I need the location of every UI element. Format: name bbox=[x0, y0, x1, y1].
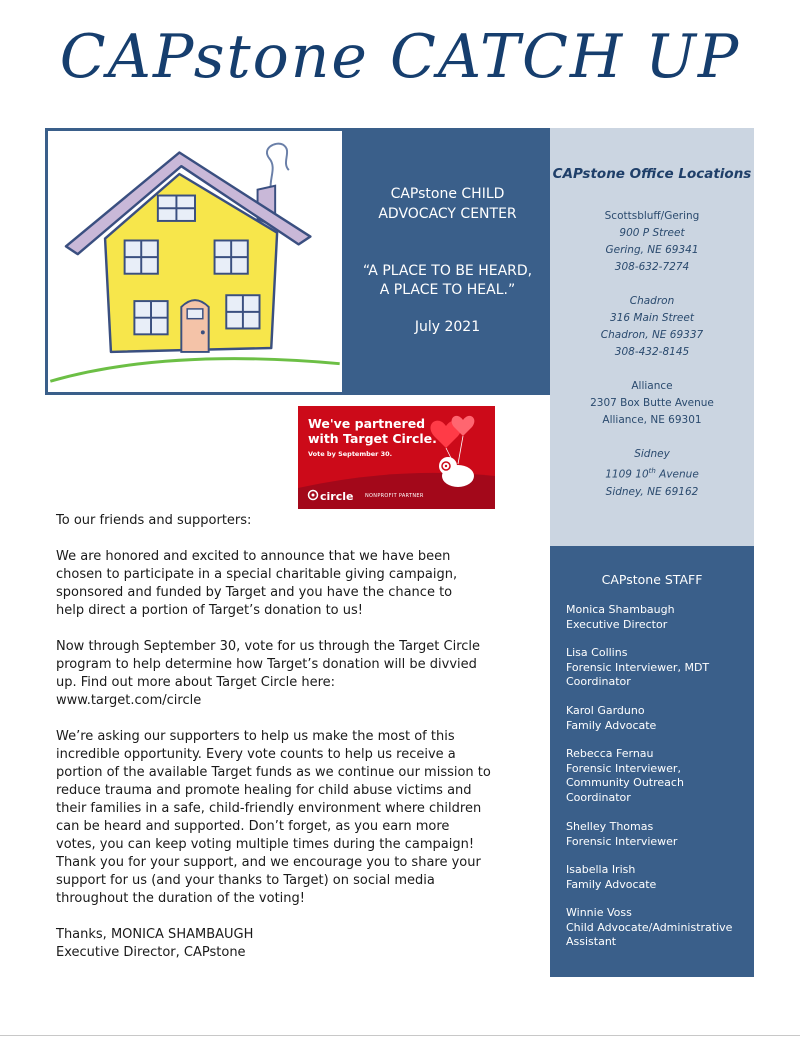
org-banner bbox=[345, 128, 550, 395]
house-drawing bbox=[48, 131, 342, 392]
staff-member: Lisa Collins Forensic Interviewer, MDT Coordinator bbox=[566, 646, 710, 688]
grass-line bbox=[50, 359, 339, 382]
house-illustration bbox=[45, 128, 345, 395]
org-name: CAPstone CHILD ADVOCACY CENTER bbox=[378, 186, 517, 222]
staff-member: Monica Shambaugh Executive Director bbox=[566, 603, 675, 631]
staff-panel bbox=[550, 546, 754, 977]
locations-title: CAPstone Office Locations bbox=[552, 166, 752, 182]
office-scottsbluff: Scottsbluff/Gering 900 P Street Gering, NE 69341 308-632-7274 bbox=[604, 210, 700, 273]
letter-paragraph-1: We are honored and excited to announce that we have been chosen to participate in a special charitable giving campaign, sponsored and funded by Target and you have the chance to help direct a portion of Target’s donation to us! bbox=[56, 549, 458, 618]
letter-body bbox=[56, 512, 526, 962]
staff-member: Shelley Thomas Forensic Interviewer bbox=[566, 820, 678, 848]
office-locations bbox=[550, 128, 754, 546]
issue-date: July 2021 bbox=[414, 319, 481, 335]
org-motto: “A PLACE TO BE HEARD, A PLACE TO HEAL.” bbox=[362, 263, 533, 298]
office-alliance: Alliance 2307 Box Butte Avenue Alliance, NE 69301 bbox=[590, 380, 714, 426]
staff-member: Karol Garduno Family Advocate bbox=[566, 704, 657, 732]
office-sidney: Sidney 1109 10th Avenue Sidney, NE 69162 bbox=[605, 448, 699, 498]
staff-member: Isabella Irish Family Advocate bbox=[566, 863, 657, 891]
letter-paragraph-3: We’re asking our supporters to help us make the most of this incredible opportunity. Every vote counts to help us receive a portion of the available Target funds as we continue our mission to reduce trauma and promote healing for child abuse victims and their families in a safe, child-friendly environment where children can be heard and supported. Don’t forget, as you earn more votes, you can keep voting multiple times during the campaign! Thank you for your support, and we encourage you to share your support for us (and your thanks to Target) on social media throughout the duration of the voting! bbox=[56, 729, 491, 906]
target-headline: We've partnered with Target Circle. bbox=[308, 416, 437, 446]
target-nonprofit-partner: NONPROFIT PARTNER bbox=[365, 493, 424, 499]
target-circle-brand: circle bbox=[320, 490, 354, 503]
newsletter-title: CAPstone CATCH UP bbox=[59, 22, 741, 92]
staff-title: CAPstone STAFF bbox=[601, 572, 703, 587]
letter-paragraph-2: Now through September 30, vote for us through the Target Circle program to help determine how Target’s donation will be divvied up. Find out more about Target Circle here: www.target.com/circle bbox=[56, 639, 481, 708]
front-door bbox=[181, 300, 208, 352]
target-vote-by: Vote by September 30. bbox=[308, 450, 393, 458]
target-circle-card bbox=[298, 406, 495, 509]
staff-member: Rebecca Fernau Forensic Interviewer, Community Outreach Coordinator bbox=[566, 747, 684, 804]
staff-member: Winnie Voss Child Advocate/Administrative Assistant bbox=[566, 906, 733, 948]
letter-greeting: To our friends and supporters: bbox=[56, 513, 252, 528]
page-bottom-rule bbox=[0, 1035, 800, 1036]
letter-signoff: Thanks, MONICA SHAMBAUGH Executive Director, CAPstone bbox=[56, 927, 254, 960]
office-chadron: Chadron 316 Main Street Chadron, NE 69337 308-432-8145 bbox=[600, 295, 704, 358]
